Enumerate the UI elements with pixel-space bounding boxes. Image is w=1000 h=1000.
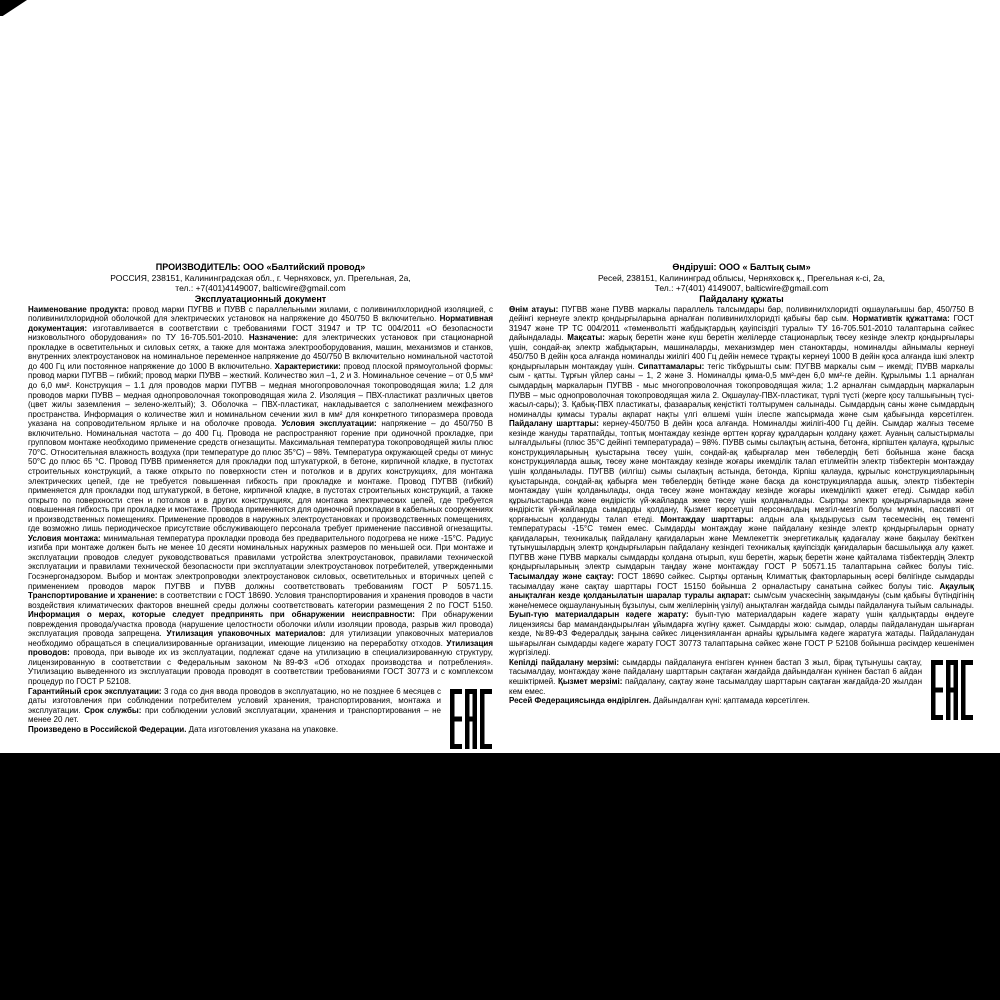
producer-line: Өндіруші: ООО « Балтық сым» bbox=[672, 262, 811, 272]
doc-type-title: Пайдалану құжаты bbox=[699, 293, 784, 304]
kazakh-header bbox=[509, 262, 974, 305]
eac-conformity-mark-icon bbox=[449, 689, 493, 749]
body-text: Өнім атауы: ПУГВВ және ПУВВ маркалы параллель талсымдары бар, поливинилхлоридті оқшаулағышы бар, 450/750 В дейінгі кернеуге электр қондырғыларына арналған поливинилхлоридті қабығы бар сым. Нормативтік құжаттама: ГОСТ 31947 және ТР ТС 004/2011 «төменвольтті жабдықтардың қауіпсіздігі туралы» ТУ 16-705.501-2010 талаптарына сәйкес дайындалады. Мақсаты: жарық беретін және күш беретін желілерде стационарлық төсеу кезінде электр қондырғылары үшін, сондай-ақ электр жабдықтарын, машиналарды, механизмдер мен станоктарды, номиналды айнымалы кернеуі 450/750 В дейін қоса алғанда номиналды жиілігі 400 Гц дейін немесе тұрақты кернеуі 1000 В дейін қоса алғанда ішкі электр қондырғыларын монтаждау үшін. Сипаттамалары: тегіс тікбұрышты сым: ПУГВВ маркалы сым – икемді; ПУВВ маркалы сым - қатты. Тұрғын үйлер саны – 1, 2 және 3. Номиналды қима-0,5 мм²-ден 6,0 мм²-ге дейін. Құрылымы 1.1 арналған сымдардың маркаларын ПУГВВ - мыс многопроволочная токопроводящая жила; 1.2 арналған сымдардың маркаларын ПУВВ – мыс однопроволочная токопроводящая жила 2. Оқшаулау-ПВХ-пластикат, түрлі түсті (жерге қосу талшығының түсі-жасыл-сары); 3. Қабық-ПВХ пластикаты, фазааралық кеңістікті толтырумен салынады. Сымдардың саны және сымдардың номиналды қимасы туралы ақпарат нақты үлгі өлшемі үшін ілеспе жапсырмада және сым қабығында көрсетілген. Пайдалану шарттары: кернеу-450/750 В дейін қоса алғанда. Номиналды жиілігі-400 Гц дейін. Сымдар жалғыз төсеме кезінде жануды таратпайды, топтық монтаждау кезінде өрттен қорғау құралдарын қолдану қажет. Ауаның салыстырмалы ылғалдылығы (плюс 35°С дейінгі температурада) – 98%. ПУВВ сымы сылақтың астына, бетонға, кірпіштен қалауға, құрылыс конструкцияларының қуыстарына төсеу үшін, сондай-ақ қабырғалар мен төбелердің беті бойынша және басқа конструкцияларда ашық, төсеу және монтаждау кезінде жоғары икемділік талап етілмейтін электр тізбектерін монтаждау үшін қолданылады. ПУГВВ (иілгіш) сымы сылақтың астында, бетонда, Кірпіш қалауда, құрылыс конструкцияларының қуыстарында, сондай-ақ қабырға мен төбелердің бетінде және басқа да конструкцияларда ашық, электр тізбектерін монтаждау үшін қолданылады, онда төсеу және монтаждау кезінде жоғары икемділікті қажет етеді. Сымдар кәбіл құрылыстарында және өндірістік үй-жайларда жеке төсеу үшін қолданылады. Сыртқы электр қондырғыларында және өндірістік үй-жайларда сымдарды қолдану, Қызмет көрсетуші персоналдың мезгіл-мезгіл болуы мүмкін, пассивті от қорғанысын қолдануды талап етеді. Монтаждау шарттары: алдын ала қыздырусыз сым төсемесінің ең төменгі температурасы -15°С төмен емес. Сымдарды монтаждау және пайдалану кезінде электр қондырғыларын орнату қағидаларын, техникалық пайдалану қағидаларын және Мемлекеттік энергетикалық қадағалау және бақылау бекіткен тұтынушылардың электр қондырғыларын пайдалану кезіндегі техникалық қауіпсіздік қағидаларын басшылыққа алу қажет. ПУГВВ және ПУВВ маркалы сымдарды қолдана отырып, күш беретін, жарық беретін және қайталама тізбектердің Электр қондырғыларының электр сымдарын таңдау және монтаждау ГОСТ Р 50571.15 талаптарына сәйкес болуы тиіс. Тасымалдау және сақтау: ГОСТ 18690 сәйкес. Сыртқы ортаның Климаттық факторларының әсері бөлігінде сымдарды тасымалдау және сақтау шарттары ГОСТ 15150 бойынша 2 орналастыру санатына сәйкес болуы тиіс. Ақаулық анықталған кезде қолданылатын шаралар туралы ақпарат: сым/сым учаскесінің зақымдануы (сым қабығы бүтіндігінің және/немесе оқшаулануының бұзылуы, сым желілерінің үзілуі) анықталған жағдайда сымды пайдалануға тыйым салынады. Буып-түю материалдарын кәдеге жарату: буып-түю материалдарын кәдеге жарату үшін қалдықтарды өңдеуге лицензиясы бар мамандандырылған ұйымдарға жүгіну қажет. Сымдарды жою: сымдар, оларды пайдаланудан шығарған кезде, №89-ФЗ Федералдық заңына сәйкес лицензияланған арнайы құрылымға кәдеге жаратуға жатады. Пайдаланудан шығарылған сымдарды кәдеге жарату ГОСТ 30773 талаптарына сәйкес және ГОСТ Р 52108 бойынша рәсімдер кешенімен жүргізіледі. bbox=[509, 304, 975, 658]
russian-column bbox=[28, 262, 493, 734]
address-line: РОССИЯ, 238151, Калининградская обл., г. Черняховск, ул. Прегельная, 2а, bbox=[110, 272, 411, 283]
producer-line: ПРОИЗВОДИТЕЛЬ: ООО «Балтийский провод» bbox=[155, 262, 366, 272]
address-line: Ресей, 238151, Калининград облысы, Черняховск қ., Прегельная к-сі, 2а, bbox=[597, 272, 886, 283]
phone-line: Тел.: +7(401) 4149007, balticwire@gmail.com bbox=[654, 283, 829, 294]
warranty-text: Кепілді пайдалану мерзімі: сымдарды пайдалануға енгізген күннен бастап 3 жыл, бірақ тұтынушы сақтау, тасымалдау, монтаждау және пайдалану шарттарын сақтаған жағдайда дайындалған күнінен бастап 6 айдан кешіктірмей. Қызмет мерзімі: пайдалану, сақтау және тасымалдау шарттарын сақтаған жағдайда-20 жылдан кем емес. bbox=[509, 657, 923, 696]
doc-type-title: Эксплуатационный документ bbox=[194, 293, 327, 304]
black-bottom-band bbox=[0, 753, 1000, 1000]
eac-conformity-mark-icon bbox=[930, 660, 974, 720]
phone-line: тел.: +7(401)4149007, balticwire@gmail.com bbox=[175, 283, 346, 294]
made-in-line: Ресей Федерациясында өндірілген. Дайындалған күні: қаптамада көрсетілген. bbox=[509, 696, 810, 706]
kazakh-column bbox=[509, 262, 974, 734]
tail-section bbox=[28, 687, 493, 735]
tail-section bbox=[509, 658, 974, 706]
russian-header bbox=[28, 262, 493, 305]
two-column-layout bbox=[28, 262, 974, 734]
made-in-line: Произведено в Российской Федерации. Дата изготовления указана на упаковке. bbox=[28, 724, 339, 734]
warranty-text: Гарантийный срок эксплуатации: 3 года со дня ввода проводов в эксплуатацию, но не позднее 6 месяцев с даты изготовления при соблюдении потребителем условий хранения, транспортирования, монтажа и эксплуатации. Срок службы: при соблюдении условий эксплуатации, хранения и транспортирования – не менее 20 лет. bbox=[28, 686, 442, 725]
scan-corner-artifact bbox=[0, 0, 27, 16]
body-text: Наименование продукта: провод марки ПУГВВ и ПУВВ с параллельными жилами, с поливинилхлоридной изоляцией, с поливинилхлоридной оболочкой для электрических установок на напряжение до 450/750 В включительно. Нормативная документация: изготавливается в соответствии с требованиями ГОСТ 31947 и ТР ТС 004/2011 «О безопасности низковольтного оборудования» по ТУ 16-705.501-2010. Назначение: для электрических установок при стационарной прокладке в осветительных и силовых сетях, а также для монтажа электрооборудования, машин, механизмов и станков, внутренних электроустановок на номинальное переменное напряжение до 450/750 В включительно номинальной частотой до 400 Гц или постоянное напряжение до 1000 В включительно. Характеристики: провод плоской прямоугольной формы: провод марки ПУГВВ – гибкий; провод марки ПУВВ – жесткий. Количество жил –1, 2 и 3. Номинальное сечение – от 0,5 мм² до 6,0 мм². Конструкция – 1.1 для проводов марки ПУГВВ – медная многопроволочная токопроводящая жила; 1.2 для проводов марки ПУВВ – медная однопроволочная токопроводящая жила 2. Изоляция – ПВХ-пластикат различных цветов (цвет жилы заземления – зелено-желтый); 3. Оболочка – ПВХ-пластикат, накладывается с заполнением межфазного пространства. Информация о количестве жил и номинальном сечении жил в мм² для конкретного типоразмера провода указана на сопроводительном ярлыке и на оболочке провода. Условия эксплуатации: напряжение – до 450/750 В включительно. Номинальная частота – до 400 Гц. Провода не распространяют горение при одиночной прокладке, при групповом монтаже необходимо применение средств огнезащиты. Максимальная температура токопроводящей жилы плюс 70°С. Относительная влажность воздуха (при температуре до плюс 35°С) – 98%. Температура окружающей среды от минус 50°С до плюс 65 °С. Провод ПУВВ применяется для прокладки под штукатуркой, в бетоне, кирпичной кладке, в пустотах строительных конструкций, а также открыто по поверхности стен и потолков и в других конструкциях, для монтажа электрических цепей, где не требуется повышенная гибкость при прокладке и монтаже. Провод ПУГВВ (гибкий) применяется для прокладки под штукатуркой, в бетоне, кирпичной кладке, в пустотах строительных конструкций, а также открыто по поверхности стен и потолков и в других конструкциях, для монтажа электрических цепей, где требуется повышенная гибкость при прокладке и монтаже. Провода применяются для одиночной прокладки в кабельных сооружениях и производственных помещениях. Применение проводов в наружных электроустановках и производственных помещениях, где возможно лишь периодическое присутствие обслуживающего персонала требует применение пассивной огнезащиты. Условия монтажа: минимальная температура прокладки провода без предварительного подогрева не ниже -15°С. Радиус изгиба при монтаже должен быть не менее 10 десяти номинальных наружных размеров по меньшей оси. При монтаже и эксплуатации проводов следует руководствоваться правилами устройства электроустановок, правилами технической эксплуатации и правилами технической безопасности при эксплуатации электроустановок потребителей, утвержденными Госэнергонадзором. Выбор и монтаж электропроводки электроустановок силовых, осветительных и вторичных цепей с применением проводов марок ПУГВВ и ПУВВ должны соответствовать требованиям ГОСТ Р 50571.15. Транспортирование и хранение: в соответствии с ГОСТ 18690. Условия транспортирования и хранения проводов в части воздействия климатических факторов внешней среды должны соответствовать категории размещения 2 по ГОСТ 5150. Информация о мерах, которые следует предпринять при обнаружении неисправности: При обнаружении повреждения провода/участка провода (нарушение целостности оболочки и/или изоляции провода, разрыв жил провода) эксплуатация провода запрещена. Утилизация упаковочных материалов: для утилизации упаковочных материалов необходимо обращаться в специализированные организации, имеющие лицензию на переработку отходов. Утилизация проводов: провода, при выводе их из эксплуатации, подлежат сдаче на утилизацию в специализированную структуру, лицензированную в соответствии с Федеральным законом №89-ФЗ «Об отходах производства и потребления». Утилизацию выведенного из эксплуатации провода проводят в соответствии требованиями ГОСТ 30773 и с комплексом процедур по ГОСТ Р 52108. bbox=[28, 304, 494, 686]
